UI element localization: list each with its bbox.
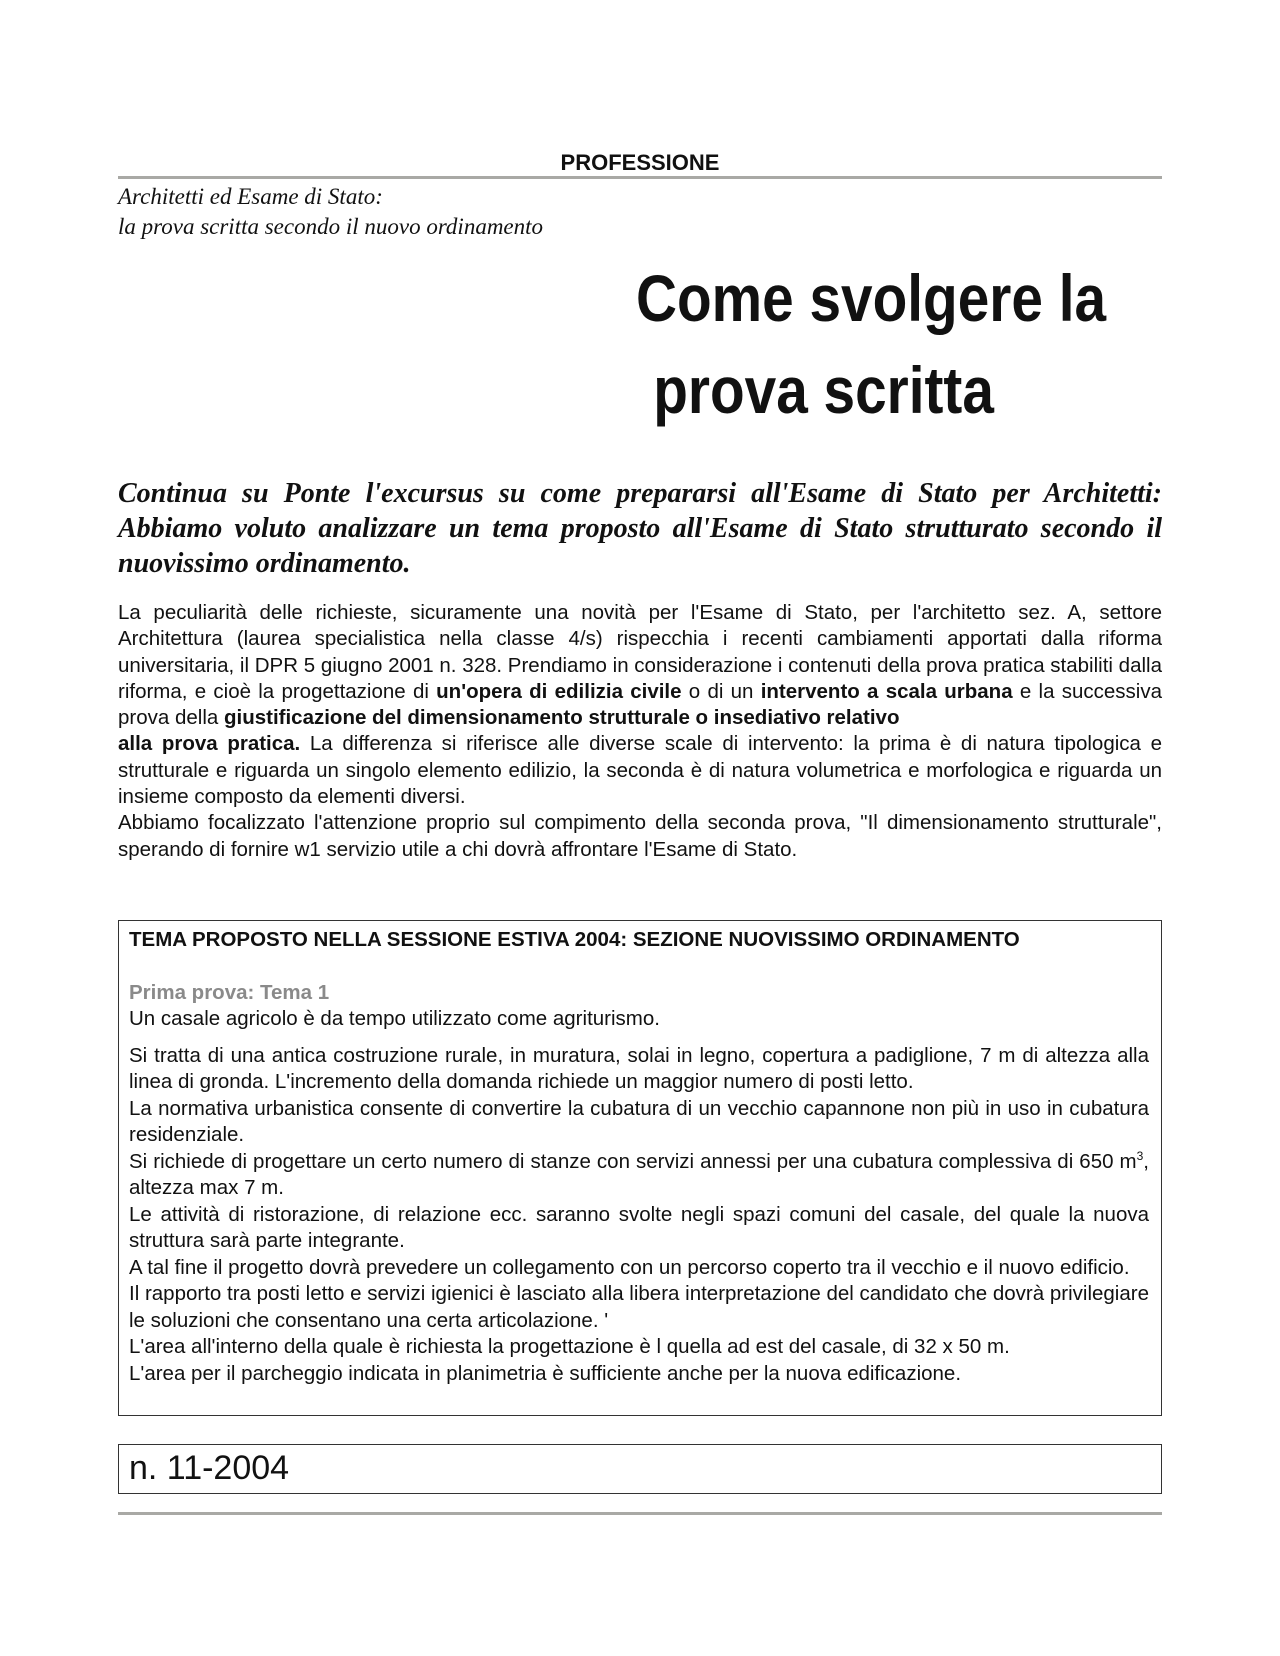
top-rule — [118, 176, 1162, 179]
issue-number: n. 11-2004 — [118, 1444, 1162, 1494]
article-body — [118, 600, 1162, 863]
box-paragraph: L'area per il parcheggio indicata in planimetria è sufficiente anche per la nuova edificazione. — [129, 1361, 962, 1385]
box-paragraph: Le attività di ristorazione, di relazione ecc. saranno svolte negli spazi comuni del casale, del quale la nuova struttura sarà parte integrante. — [129, 1202, 1149, 1252]
box-paragraph: La normativa urbanistica consente di convertire la cubatura di un vecchio capannone non più in uso in cubatura residenziale. — [129, 1096, 1149, 1146]
box-intro: Un casale agricolo è da tempo utilizzato come agriturismo. — [129, 1007, 660, 1030]
box-subheading: Prima prova: Tema 1 — [129, 980, 330, 1004]
body-paragraph-2: alla prova pratica. La differenza si riferisce alle diverse scale di intervento: la prima è di natura tipologica e strutturale e riguarda un singolo elemento edilizio, la seconda è di natura volumetrica e morfologica e riguarda un insieme composto da elementi diversi. — [118, 732, 1162, 809]
kicker-line-1: Architetti ed Esame di Stato: — [118, 184, 383, 209]
box-paragraph: L'area all'interno della quale è richiesta la progettazione è l quella ad est del casale, di 32 x 50 m. — [129, 1335, 1010, 1358]
kicker-line-2: la prova scritta secondo il nuovo ordinamento — [118, 214, 544, 239]
box-heading: TEMA PROPOSTO NELLA SESSIONE ESTIVA 2004: SEZIONE NUOVISSIMO ORDINAMENTO — [129, 928, 1020, 951]
section-label: PROFESSIONE — [560, 150, 720, 175]
article-title — [636, 252, 1118, 436]
lead-paragraph: Continua su Ponte l'excursus su come prepararsi all'Esame di Stato per Architetti: Abbiamo voluto analizzare un tema proposto all'Esame di Stato strutturato secondo il nuovissimo ordinamento. — [118, 478, 1162, 579]
bottom-rule — [118, 1512, 1162, 1515]
box-paragraph: A tal fine il progetto dovrà prevedere un collegamento con un percorso coperto tra il vecchio e il nuovo edificio. — [129, 1255, 1130, 1279]
body-paragraph-1: La peculiarità delle richieste, sicuramente una novità per l'Esame di Stato, per l'architetto sez. A, settore Architettura (laurea specialistica nella classe 4/s) rispecchia i recenti cambiamenti apportati dalla riforma universitaria, il DPR 5 giugno 2001 n. 328. Prendiamo in considerazione i contenuti della prova pratica stabiliti dalla riforma, e cioè la progettazione di un'opera di edilizia civile o di un intervento a scala urbana e la successiva prova della giustificazione del dimensionamento strutturale o insediativo relativo — [118, 601, 1162, 730]
box-paragraph: Si richiede di progettare un certo numero di stanze con servizi annessi per una cubatura complessiva di 650 $m^3$, altezza max 7 m. — [129, 1148, 1149, 1199]
kicker — [118, 182, 818, 242]
box-paragraph: Il rapporto tra posti letto e servizi igienici è lasciato alla libera interpretazione del candidato che dovrà privilegiare le soluzioni che consentano una certa articolazione. ' — [129, 1282, 1149, 1332]
title-line-1: Come svolgere la — [636, 261, 1107, 335]
body-paragraph-3: Abbiamo focalizzato l'attenzione proprio sul compimento della seconda prova, "Il dimensionamento strutturale", sperando di fornire w1 servizio utile a chi dovrà affrontare l'Esame di Stato. — [118, 811, 1162, 861]
box-paragraph: Si tratta di una antica costruzione rurale, in muratura, solai in legno, copertura a padiglione, 7 m di altezza alla linea di gronda. L'incremento della domanda richiede un maggior numero di posti letto. — [129, 1043, 1149, 1093]
exam-topic-box — [118, 920, 1162, 1416]
title-line-2: prova scritta — [653, 353, 994, 427]
